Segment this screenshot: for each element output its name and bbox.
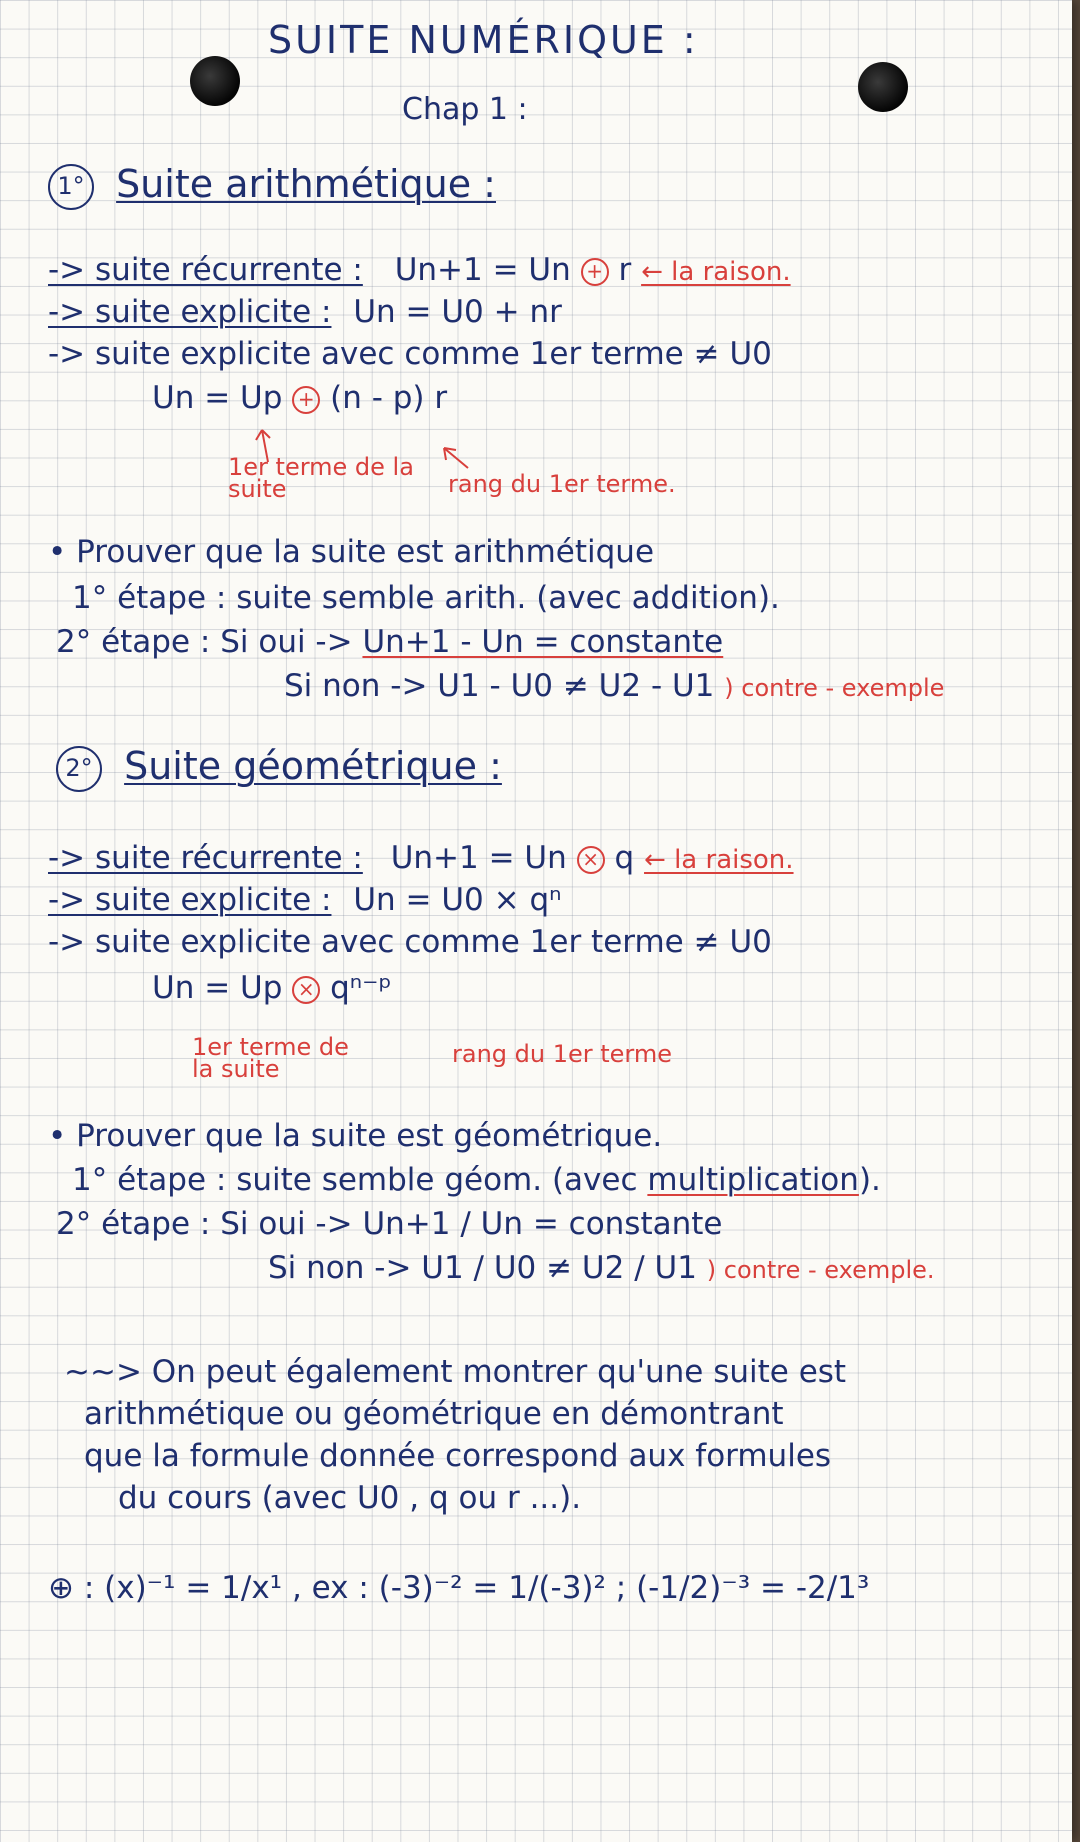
s1-counter-example: ) contre - exemple — [724, 674, 945, 702]
times-circle-icon: × — [577, 846, 605, 874]
times-circle-icon: × — [292, 976, 320, 1004]
s2-note-first-term: 1er terme de la suite — [192, 1033, 349, 1083]
s1-recurrence-formula: Un+1 = Un — [394, 252, 571, 288]
chapter-label: Chap 1 : — [402, 92, 528, 127]
s1-formula-rest: (n - p) r — [330, 380, 448, 416]
s2-explicit-label: -> suite explicite : — [48, 882, 332, 918]
s1-explicit-formula: Un = U0 + nr — [353, 294, 562, 330]
s2-explicit-line — [48, 882, 561, 918]
plus-circle-icon: ⊕ — [48, 1570, 74, 1606]
arrow-icon — [256, 430, 270, 462]
section-1-title: Suite arithmétique : — [116, 162, 496, 206]
s2-formula-rest: qⁿ⁻ᵖ — [330, 970, 392, 1006]
s2-step1-multiplication: multiplication — [647, 1162, 859, 1198]
s2-recurrence-note: ← la raison. — [644, 845, 794, 875]
remark-line-1: ~~> On peut également montrer qu'une suite est — [64, 1354, 847, 1390]
s1-recurrence-label: -> suite récurrente : — [48, 252, 363, 288]
s2-explicit2-line: -> suite explicite avec comme 1er terme ≠ U0 — [48, 924, 772, 960]
s2-step2: 2° étape : Si oui -> Un+1 / Un = constante — [56, 1206, 723, 1242]
s2-counter-example: ) contre - exemple. — [706, 1256, 935, 1284]
footnote-formula: : (x)⁻¹ = 1/x¹ , ex : (-3)⁻² = 1/(-3)² ; (-1/2)⁻³ = -2/1³ — [83, 1570, 870, 1606]
s1-step1: 1° étape : suite semble arith. (avec addition). — [72, 580, 780, 616]
remark-line-2: arithmétique ou géométrique en démontrant — [84, 1396, 784, 1432]
s1-step2-formula: Un+1 - Un = constante — [362, 624, 724, 660]
section-2-heading — [56, 744, 502, 792]
s2-explicit2-formula — [152, 970, 392, 1006]
s1-recurrence-reason: r — [618, 252, 632, 288]
s1-explicit-label: -> suite explicite : — [48, 294, 332, 330]
plus-circle-icon: + — [292, 386, 320, 414]
plus-circle-icon: + — [581, 258, 609, 286]
s2-explicit-formula: Un = U0 × qⁿ — [353, 882, 562, 918]
s1-step2-no — [284, 668, 944, 704]
s1-step2-no-text: Si non -> U1 - U0 ≠ U2 - U1 — [284, 668, 715, 704]
s2-recurrence-reason: q — [614, 840, 635, 876]
footnote-line — [48, 1570, 869, 1606]
s1-step2-label: 2° étape : Si oui -> — [56, 624, 353, 660]
section-1-number: 1° — [48, 164, 94, 210]
remark-line-4: du cours (avec U0 , q ou r ...). — [118, 1480, 582, 1516]
s1-formula-up: Un = Up — [152, 380, 283, 416]
s2-recurrence-label: -> suite récurrente : — [48, 840, 363, 876]
s2-step1-text: 1° étape : suite semble géom. (avec — [72, 1162, 638, 1198]
s2-recurrence-formula: Un+1 = Un — [390, 840, 567, 876]
section-2-title: Suite géométrique : — [124, 744, 502, 788]
s2-step2-no — [268, 1250, 935, 1286]
remark-line-3: que la formule donnée correspond aux formules — [84, 1438, 832, 1474]
s1-explicit2-line: -> suite explicite avec comme 1er terme ≠ U0 — [48, 336, 772, 372]
s2-recurrence-line — [48, 840, 794, 876]
s2-note-rank: rang du 1er terme — [452, 1040, 673, 1068]
s1-prove-title: • Prouver que la suite est arithmétique — [48, 534, 655, 570]
s2-step1 — [72, 1162, 881, 1198]
s2-step1-end: ). — [858, 1162, 881, 1198]
s2-step2-no-text: Si non -> U1 / U0 ≠ U2 / U1 — [268, 1250, 697, 1286]
section-2-number: 2° — [56, 746, 102, 792]
s2-formula-up: Un = Up — [152, 970, 283, 1006]
s1-recurrence-note: ← la raison. — [641, 257, 791, 287]
s1-note-rank: rang du 1er terme. — [448, 470, 676, 498]
s2-prove-title: • Prouver que la suite est géométrique. — [48, 1118, 663, 1154]
arrow-icon — [444, 448, 468, 468]
s1-step2 — [56, 624, 723, 660]
s1-note-first-term: 1er terme de la suite — [228, 453, 414, 503]
page-title: SUITE NUMÉRIQUE : — [268, 18, 699, 62]
